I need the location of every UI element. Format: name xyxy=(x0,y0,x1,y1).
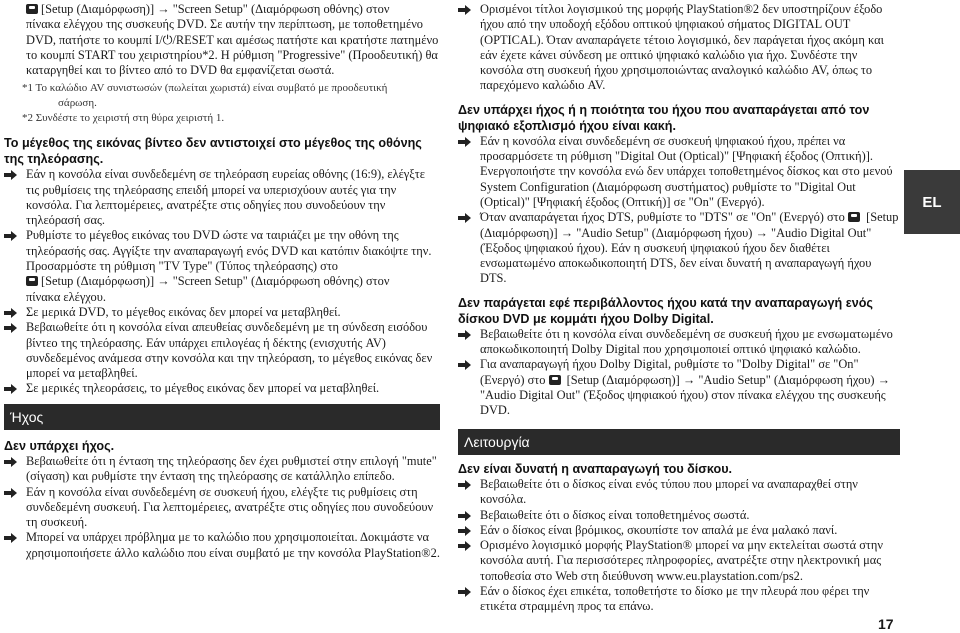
heading-video-size: Το μέγεθος της εικόνας βίντεο δεν αντιστοιχεί στο μέγεθος της οθόνης της τηλεόρασης. xyxy=(4,136,422,167)
language-tab: EL xyxy=(904,170,960,234)
arrow-icon xyxy=(4,488,17,498)
toolbox-icon xyxy=(26,276,38,286)
list-item: Εάν ο δίσκος είναι βρόμικος, σκουπίστε τον απαλά με ένα μαλακό πανί. xyxy=(458,523,900,538)
list-item: Βεβαιωθείτε ότι η κονσόλα είναι συνδεδεμένη σε συσκευή ήχου με ενσωματωμένο αποκωδικοποιητή Dolby Digital που χρησιμοποιεί οπτικό ψηφιακό καλώδιο. xyxy=(458,327,900,358)
heading-no-sound: Δεν υπάρχει ήχος. xyxy=(4,439,115,453)
operation-section xyxy=(458,461,900,615)
arrow-icon xyxy=(4,384,17,394)
arrow-icon xyxy=(458,330,471,340)
list-item: Σε μερικά DVD, το μέγεθος εικόνας δεν μπορεί να μεταβληθεί. xyxy=(4,305,440,320)
list-item: Βεβαιωθείτε ότι ο δίσκος είναι τοποθετημένος σωστά. xyxy=(458,508,900,523)
list-item: Εάν η κονσόλα είναι συνδεδεμένη σε συσκευή ήχου, ελέγξτε τις ρυθμίσεις στη συνδεδεμένη συσκευή. Για λεπτομέρειες, ανατρέξτε στις οδηγίες που συνοδεύουν τη συσκευή. xyxy=(4,485,440,531)
list-item: Βεβαιωθείτε ότι η ένταση της τηλεόρασης δεν έχει ρυθμιστεί στην επιλογή "mute" (σίγαση) και ρυθμίστε την ένταση της τηλεόρασης σε κατάλληλο επίπεδο. xyxy=(4,454,440,485)
footnote-1b: σάρωση. xyxy=(58,97,97,110)
right-column xyxy=(458,0,900,419)
left-column xyxy=(4,0,440,397)
list-item: Εάν ο δίσκος έχει επικέτα, τοποθετήστε το δίσκο με την πλευρά που φέρει την ετικέτα στραμμένη προς τα επάνω. xyxy=(458,584,900,615)
section-header-sound: Ήχος xyxy=(4,404,440,430)
sound-section xyxy=(4,438,440,561)
arrow-icon xyxy=(4,533,17,543)
toolbox-icon xyxy=(848,212,860,222)
arrow-icon xyxy=(458,526,471,536)
list-item: Όταν αναπαράγεται ήχος DTS, ρυθμίστε το "DTS" σε "On" (Ενεργό) στο [Setup (Διαμόρφωση)] → "Audio Setup" (Διαμόρφωση ήχου) → "Audio Digital Out" (Έξοδος ψηφιακού ήχου). Εάν η συσκευή ψηφιακού ήχου δεν διαθέτει ενσωματωμένο αποκωδικοποιητή DTS, δεν είναι δυνατή η αναπαραγωγή ήχου DTS. xyxy=(458,210,900,286)
list-item: Μπορεί να υπάρχει πρόβλημα με το καλώδιο που χρησιμοποιείται. Δοκιμάστε να χρησιμοποιήσετε άλλο καλώδιο που είναι συμβατό με την κονσόλα PlayStation®2. xyxy=(4,530,440,561)
heading-dolby: Δεν παράγεται εφέ περιβάλλοντος ήχου κατά την αναπαραγωγή ενός δίσκου DVD με κομμάτι ήχου Dolby Digital. xyxy=(458,295,873,326)
paragraph-progressive-line xyxy=(4,2,440,17)
heading-digital-audio: Δεν υπάρχει ήχος ή η ποιότητα του ήχου που αναπαράγεται από τον ψηφιακό εξοπλισμό ήχου είναι κακή. xyxy=(458,102,870,133)
list-item: Ορισμένοι τίτλοι λογισμικού της μορφής PlayStation®2 δεν υποστηρίζουν έξοδο ήχου από την υποδοχή εξόδου οπτικού ψηφιακού σήματος DIGITAL OUT (OPTICAL). Όταν αναπαράγετε τέτοιο λογισμικό, δεν παράγεται ήχος ακόμη και εάν έχετε κάνει σύνδεση με οπτικό ψηφιακό καλώδιο για ήχο. Συνδέστε την κονσόλα στη συσκευή ήχου χρησιμοποιώντας αναλογικό καλώδιο AV, όπως το παρεχόμενο καλώδιο AV. xyxy=(458,2,900,94)
arrow-icon xyxy=(458,587,471,597)
heading-no-playback: Δεν είναι δυνατή η αναπαραγωγή του δίσκου. xyxy=(458,462,733,476)
arrow-icon xyxy=(458,5,471,15)
section-header-operation: Λειτουργία xyxy=(458,429,900,455)
arrow-icon xyxy=(458,360,471,370)
paragraph-progressive: πίνακα ελέγχου της συσκευής DVD. Σε αυτήν την περίπτωση, με τοποθετημένο DVD, πατήστε το κουμπί I/⏻/RESET και αμέσως πατήστε και κρατήστε πατημένο το κουμπί START του χειριστηρίου*2. Η ρύθμιση "Progressive" (Προοδευτική) θα καταργηθεί και το βίντεο από το DVD θα εμφανίζεται σωστά. xyxy=(26,17,439,78)
arrow-icon xyxy=(4,323,17,333)
arrow-icon xyxy=(4,170,17,180)
arrow-icon xyxy=(458,213,471,223)
toolbox-icon xyxy=(26,4,38,14)
arrow-icon xyxy=(458,480,471,490)
list-item: Εάν η κονσόλα είναι συνδεδεμένη σε τηλεόραση ευρείας οθόνης (16:9), ελέγξτε τις ρυθμίσεις της τηλεόρασης επειδή μπορεί να υπερισχύουν αυτές για την κονσόλα. Για λεπτομέρειες, ανατρέξτε στις οδηγίες που συνοδεύουν την τηλεόρασή σας. xyxy=(4,167,440,228)
arrow-icon xyxy=(458,541,471,551)
footnote-2: *2 Συνδέστε το χειριστή στη θύρα χειριστή 1. xyxy=(22,111,225,124)
list-item: Εάν η κονσόλα είναι συνδεδεμένη σε συσκευή ψηφιακού ήχου, πρέπει να προσαρμόσετε τη ρύθμιση "Digital Out (Optical)" [Ψηφιακή έξοδος (Οπτική)]. Ενεργοποιήστε την κονσόλα ενώ δεν υπάρχει τοποθετημένος δίσκος και στο μενού System Configuration (Διαμόρφωση συστήματος) ρυθμίστε το "Digital Out (Optical)" [Ψηφιακή έξοδος (Οπτική)] σε "On" (Ενεργό). xyxy=(458,134,900,210)
arrow-icon xyxy=(4,308,17,318)
list-item: Βεβαιωθείτε ότι η κονσόλα είναι απευθείας συνδεδεμένη με τη σύνδεση εισόδου βίντεο της τηλεόρασης. Εάν υπάρχει επιλογέας ή δέκτης (ενισχυτής AV) συνδεδεμένος ανάμεσα στην κονσόλα και την τηλεόραση, το μέγεθος εικόνας δεν μπορεί να μεταβληθεί. xyxy=(4,320,440,381)
page-number: 17 xyxy=(878,616,894,632)
list-item: Για αναπαραγωγή ήχου Dolby Digital, ρυθμίστε το "Dolby Digital" σε "On" (Ενεργό) στο [Setup (Διαμόρφωση)] → "Audio Setup" (Διαμόρφωση ήχου) → "Audio Digital Out" (Έξοδος ψηφιακού ήχου) στον πίνακα ελέγχου της συσκευής DVD. xyxy=(458,357,900,418)
text: [Setup (Διαμόρφωση)] → "Screen Setup" (Διαμόρφωση οθόνης) στον xyxy=(41,2,390,16)
footnote-1: *1 Το καλώδιο AV συνιστωσών (πωλείται χωριστά) είναι συμβατό με προοδευτική xyxy=(22,82,388,95)
list-item: Ρυθμίστε το μέγεθος εικόνας του DVD ώστε να ταιριάζει με την οθόνη της τηλεόρασής σας. Αγγίξτε την αναπαραγωγή ενός DVD και κατόπιν διακόψτε την. Προσαρμόστε τη ρύθμιση "TV Type" (Τύπος τηλεόρασης) στο [Setup (Διαμόρφωση)] → "Screen Setup" (Διαμόρφωση οθόνης) στον πίνακα ελέγχου. xyxy=(4,228,440,304)
list-item: Ορισμένο λογισμικό μορφής PlayStation® μπορεί να μην εκτελείται σωστά στην κονσόλα αυτή. Για περισσότερες πληροφορίες, ανατρέξτε στην ηλεκτρονική μας τοποθεσία στο Web στη διεύθυνση www.eu.playstation.com/ps2. xyxy=(458,538,900,584)
arrow-icon xyxy=(458,137,471,147)
arrow-icon xyxy=(4,231,17,241)
list-item: Βεβαιωθείτε ότι ο δίσκος είναι ενός τύπου που μπορεί να αναπαραχθεί στην κονσόλα. xyxy=(458,477,900,508)
list-item: Σε μερικές τηλεοράσεις, το μέγεθος εικόνας δεν μπορεί να μεταβληθεί. xyxy=(4,381,440,396)
arrow-icon xyxy=(458,511,471,521)
arrow-icon xyxy=(4,457,17,467)
toolbox-icon xyxy=(549,375,561,385)
